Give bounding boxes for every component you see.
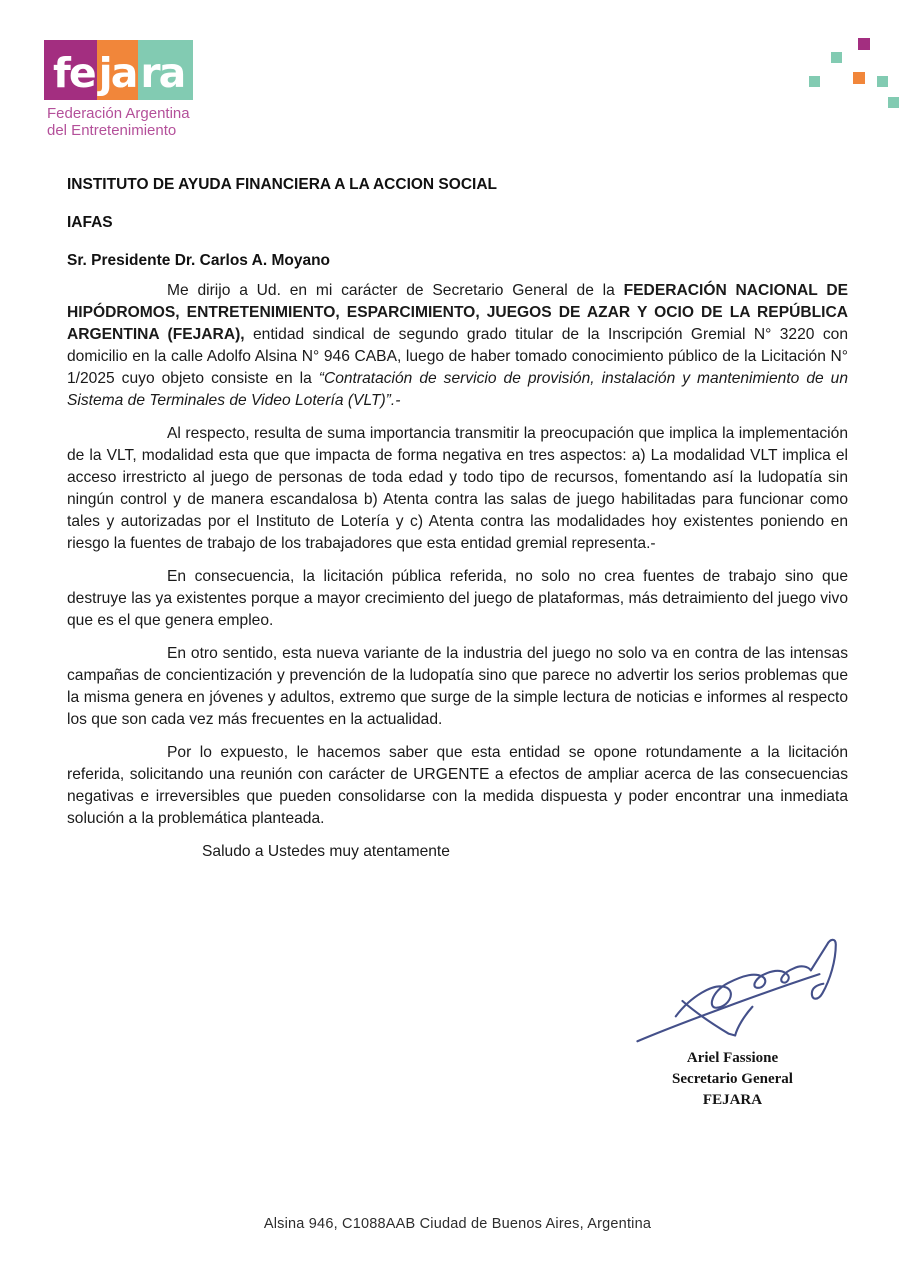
decor-square-teal bbox=[877, 76, 888, 87]
fejara-logo bbox=[44, 40, 193, 139]
logo-tagline bbox=[47, 105, 193, 139]
decor-square-teal bbox=[831, 52, 842, 63]
signatory-org: FEJARA bbox=[702, 1092, 763, 1108]
closing-salutation: Saludo a Ustedes muy atentamente bbox=[202, 843, 450, 860]
recipient-acronym: IAFAS bbox=[67, 214, 113, 231]
signature-scribble bbox=[618, 932, 906, 1047]
fejara-logo-badge bbox=[44, 40, 193, 98]
paragraph-1-federation-name: FEDERACIÓN NACIONAL DE HIPÓDROMOS, ENTRETENIMIENTO, ESPARCIMIENTO, JUEGOS DE AZAR Y OCIO DE LA REPÚBLICA ARGENTINA (FEJARA), bbox=[67, 282, 848, 343]
logo-segment-ra: ra bbox=[138, 40, 193, 100]
tagline-line-1: Federación Argentina bbox=[47, 105, 190, 122]
recipient-president: Sr. Presidente Dr. Carlos A. Moyano bbox=[67, 252, 331, 269]
decor-square-magenta bbox=[858, 38, 870, 50]
paragraph-1-tender-quote: “Contratación de servicio de provisión, instalación y mantenimiento de un Sistema de Terminales de Video Lotería (VLT)”.- bbox=[67, 370, 848, 409]
decor-square-teal bbox=[888, 97, 899, 108]
decor-square-orange bbox=[853, 72, 865, 84]
footer-address: Alsina 946, C1088AAB Ciudad de Buenos Aires, Argentina bbox=[263, 1216, 652, 1232]
recipient-block bbox=[67, 176, 497, 290]
logo-segment-ja: ja bbox=[97, 40, 139, 100]
paragraph-1 bbox=[67, 280, 848, 412]
signatory-name: Ariel Fassione bbox=[686, 1050, 779, 1066]
logo-segment-fe: fe bbox=[44, 40, 97, 100]
paragraph-2: Al respecto, resulta de suma importancia transmitir la preocupación que implica la implementación de la VLT, modalidad esta que que impacta de forma negativa en tres aspectos: a) La modalidad VLT implica el acceso irrestricto al juego de personas de toda edad y todo tipo de recursos, fomentando así la ludopatía sin ningún control y de manera escandalosa b) Atenta contra las salas de juego habilitadas para funcionar como tales y autorizadas por el Instituto de Lotería y c) Atenta contra las modalidades hoy existentes poniendo en riesgo la fuentes de trabajo de los trabajadores que esta entidad gremial representa.- bbox=[67, 425, 848, 552]
paragraph-5: Por lo expuesto, le hacemos saber que esta entidad se opone rotundamente a la licitación referida, solicitando una reunión con carácter de URGENTE a efectos de ampliar acerca de las consecuencias negativas e irreversibles que pueden consolidarse con la medida dispuesta y poder encontrar una inmediata solución a la problemática planteada. bbox=[67, 744, 848, 827]
signature-block bbox=[630, 1048, 835, 1111]
recipient-institution: INSTITUTO DE AYUDA FINANCIERA A LA ACCION SOCIAL bbox=[67, 176, 497, 193]
paragraph-4: En otro sentido, esta nueva variante de la industria del juego no solo va en contra de las intensas campañas de concientización y prevención de la ludopatía sino que parece no advertir los serios problemas que la misma genera en jóvenes y adultos, extremo que surge de la simple lectura de noticias e informes al respecto los que son cada vez más frecuentes en la actualidad. bbox=[67, 645, 848, 728]
letter-body bbox=[67, 280, 848, 874]
tagline-line-2: del Entretenimiento bbox=[47, 122, 177, 139]
paragraph-3: En consecuencia, la licitación pública referida, no solo no crea fuentes de trabajo sino que destruye las ya existentes porque a mayor crecimiento del juego de plataformas, más detraimiento del juego vivo que es el que genera empleo. bbox=[67, 568, 848, 629]
signatory-title: Secretario General bbox=[672, 1071, 793, 1087]
decor-square-teal bbox=[809, 76, 820, 87]
paragraph-1-detail: entidad sindical de segundo grado titular de la Inscripción Gremial N° 3220 con domicilio en la calle Adolfo Alsina N° 946 CABA, luego de haber tomado conocimiento público de la Licitación N° 1/2025 cuyo objeto consiste en la bbox=[67, 326, 848, 387]
paragraph-1-intro: Me dirijo a Ud. en mi carácter de Secretario General de la bbox=[167, 282, 624, 299]
